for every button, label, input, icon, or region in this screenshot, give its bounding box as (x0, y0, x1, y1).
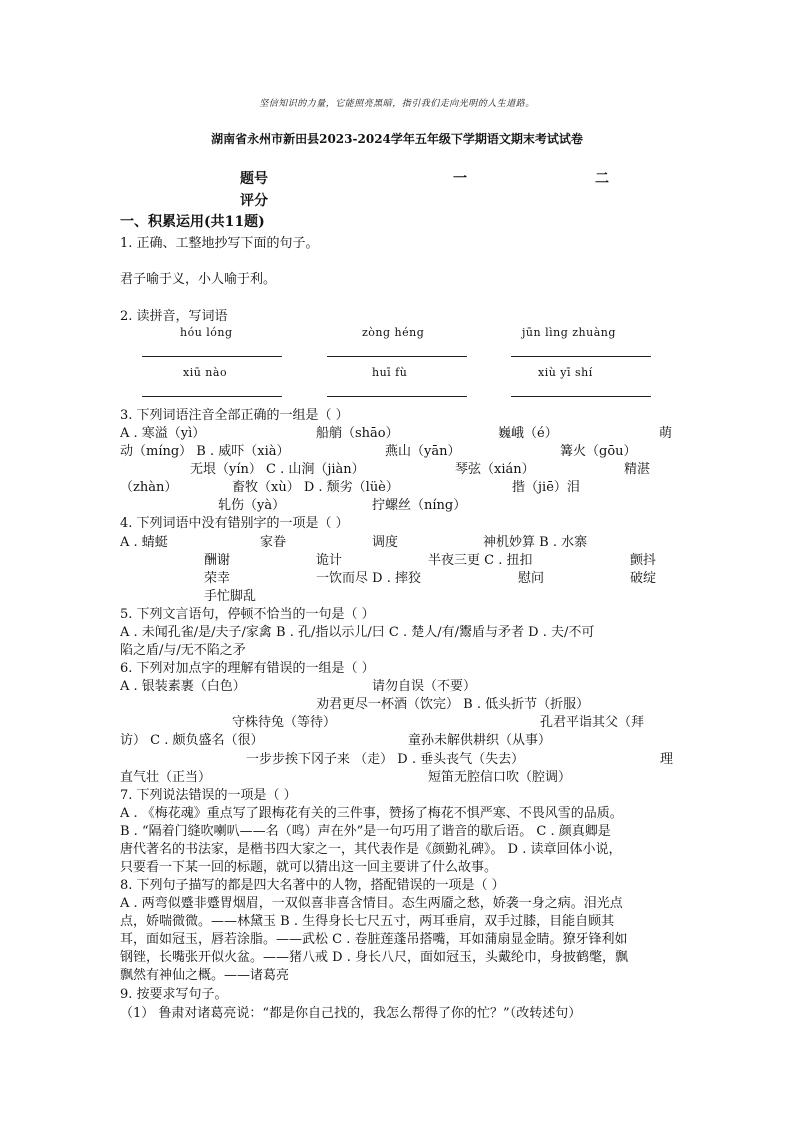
q8-options-line: 点，娇喘微微。——林黛玉 B . 生得身长七尺五寸，两耳垂肩，双手过膝，目能自顾其 (120, 914, 615, 929)
pinyin-2: zòng héng (362, 326, 425, 339)
question-8-stem: 8. 下列句子描写的都是四大名著中的人物，搭配错误的一项是（ ） (120, 878, 505, 893)
q3-option-text: 畜牧（xù） D . 颓劣（lüè） (232, 480, 399, 495)
q4-option-text: 神机妙算 B . 水寨 (483, 535, 588, 550)
pinyin-6: xiù yī shí (538, 366, 593, 379)
q3-option-text: （zhàn） (120, 480, 178, 495)
question-6-stem: 6. 下列对加点字的理解有错误的一组是（ ） (120, 661, 375, 676)
q6-option-text: 直气壮（正当） (120, 770, 212, 785)
q3-option-text: 揩（jiē）泪 (512, 480, 580, 495)
question-1-sentence: 君子喻于义，小人喻于利。 (120, 272, 277, 287)
q3-option-text: 船艄（shāo） (316, 426, 399, 441)
q7-options-line: A . 《梅花魂》重点写了跟梅花有关的三件事，赞扬了梅花不惧严寒、不畏风雪的品质。 (120, 806, 623, 821)
q4-option-text: 手忙脚乱 (204, 589, 257, 604)
q4-option-text: 调度 (372, 535, 399, 550)
answer-line-6[interactable] (511, 396, 651, 397)
pinyin-3: jūn lìng zhuàng (522, 326, 616, 339)
q3-option-text: 轧伤（yà） (218, 498, 286, 513)
q3-option-text: 动（míng） B . 威吓（xià） (120, 444, 290, 459)
q3-option-text: 巍峨（é） (498, 426, 558, 441)
q6-option-text: 孔君平诣其父（拜 (540, 715, 645, 730)
q3-option-text: 篝火（gōu） (560, 444, 637, 459)
score-table-col-1: 一 (453, 171, 467, 187)
q4-option-text: 半夜三更 C . 扭扣 (428, 553, 533, 568)
q4-option-text: 酬谢 (204, 553, 231, 568)
q7-options-line: B . “隔着门缝吹喇叭——名（鸣）声在外”是一句巧用了谐音的歇后语。 C . 颜真卿是 (120, 824, 611, 839)
q4-option-text: 慰问 (518, 571, 545, 586)
answer-line-3[interactable] (511, 356, 651, 357)
question-5-stem: 5. 下列文言语句，停顿不恰当的一句是（ ） (120, 607, 375, 622)
question-3-stem: 3. 下列词语注音全部正确的一组是（ ） (120, 408, 349, 423)
question-2-stem: 2. 读拼音，写词语 (120, 309, 228, 324)
score-table-label-number: 题号 (240, 171, 268, 187)
question-4-stem: 4. 下列词语中没有错别字的一项是（ ） (120, 516, 349, 531)
q4-option-text: 诡计 (316, 553, 343, 568)
q3-option-text: 精湛 (624, 462, 651, 477)
question-9-sub-1: （1） 鲁肃对诸葛亮说：“都是你自己找的，我怎么帮得了你的忙？”（改转述句） (120, 1006, 582, 1021)
question-9-stem: 9. 按要求写句子。 (120, 987, 228, 1002)
q4-option-text: 破绽 (630, 571, 657, 586)
q4-option-text: 家眷 (260, 535, 287, 550)
score-table-col-2: 二 (595, 171, 609, 187)
question-7-stem: 7. 下列说法错误的一项是（ ） (120, 788, 297, 803)
q3-option-text: 燕山（yān） (385, 444, 461, 459)
q6-option-text: 童孙未解供耕织（从事） (408, 733, 552, 748)
q6-option-text: 理 (660, 752, 674, 767)
q3-option-text: 萌 (659, 426, 673, 441)
motto-header: 坚信知识的力量，它能照亮黑暗，指引我们走向光明的人生道路。 (259, 99, 535, 109)
q7-options-line: 唐代著名的书法家，是楷书四大家之一，其代表作是《颜勤礼碑》。 D . 读章回体小说， (120, 842, 622, 857)
section-heading: 一、积累运用(共11题) (120, 214, 265, 230)
pinyin-1: hóu lóng (180, 326, 233, 339)
q6-option-text: 一步步挨下冈子来 （走） D . 垂头丧气（失去） (246, 752, 525, 767)
exam-title: 湖南省永州市新田县2023-2024学年五年级下学期语文期末考试试卷 (211, 132, 583, 146)
q6-option-text: 守株待兔（等待） (232, 715, 337, 730)
q5-options-line: A . 未闻孔雀/是/夫子/家禽 B . 孔/指以示儿/曰 C . 楚人/有/鬻盾与矛者 D . 夫/不可 (120, 625, 595, 640)
answer-line-4[interactable] (142, 396, 282, 397)
q7-options-line: 只要看一下某一回的标题，就可以猜出这一回主要讲了什么故事。 (120, 860, 498, 875)
q3-option-text: 无垠（yín） C . 山涧（jiàn） (190, 462, 365, 477)
pinyin-5: huī fù (372, 366, 408, 379)
q3-option-text: A . 寒溢（yì） (120, 426, 206, 441)
q4-option-text: A . 蜻蜓 (120, 535, 168, 550)
q8-options-line: 钢锉，长嘴张开似火盆。——猪八戒 D . 身长八尺，面如冠玉，头戴纶巾，身披鹤氅，飘 (120, 950, 628, 965)
answer-line-1[interactable] (142, 356, 282, 357)
pinyin-4: xiū nào (183, 366, 228, 379)
q6-option-text: 访） C . 颇负盛名（很） (120, 733, 264, 748)
q3-option-text: 琴弦（xián） (455, 462, 535, 477)
q4-option-text: 荣幸 (204, 571, 231, 586)
q6-option-text: 请勿自误（不要） (372, 679, 477, 694)
question-1-stem: 1. 正确、工整地抄写下面的句子。 (120, 236, 319, 251)
q6-option-text: 短笛无腔信口吹（腔调） (428, 770, 572, 785)
q6-option-text: A . 银装素裹（白色） (120, 679, 246, 694)
q3-option-text: 拧螺丝（níng） (372, 498, 467, 513)
answer-line-5[interactable] (327, 396, 467, 397)
q4-option-text: 颤抖 (630, 553, 657, 568)
answer-line-2[interactable] (327, 356, 467, 357)
score-table-label-score: 评分 (240, 193, 268, 209)
q8-options-line: 耳，面如冠玉，唇若涂脂。——武松 C . 卷脏莲蓬吊搭嘴，耳如蒲扇显金睛。獠牙锋利如 (120, 932, 628, 947)
q8-options-line: A . 两弯似蹙非蹙胃烟眉，一双似喜非喜含情目。态生两靥之愁，娇袭一身之病。泪光点 (120, 896, 623, 911)
q6-option-text: 劝君更尽一杯酒（饮完） B . 低头折节（折服） (316, 697, 590, 712)
q4-option-text: 一饮而尽 D . 摔狡 (316, 571, 421, 586)
q5-options-line: 陷之盾/与/无不陷之矛 (120, 643, 246, 658)
q8-options-line: 飘然有神仙之概。——诸葛亮 (120, 968, 290, 983)
